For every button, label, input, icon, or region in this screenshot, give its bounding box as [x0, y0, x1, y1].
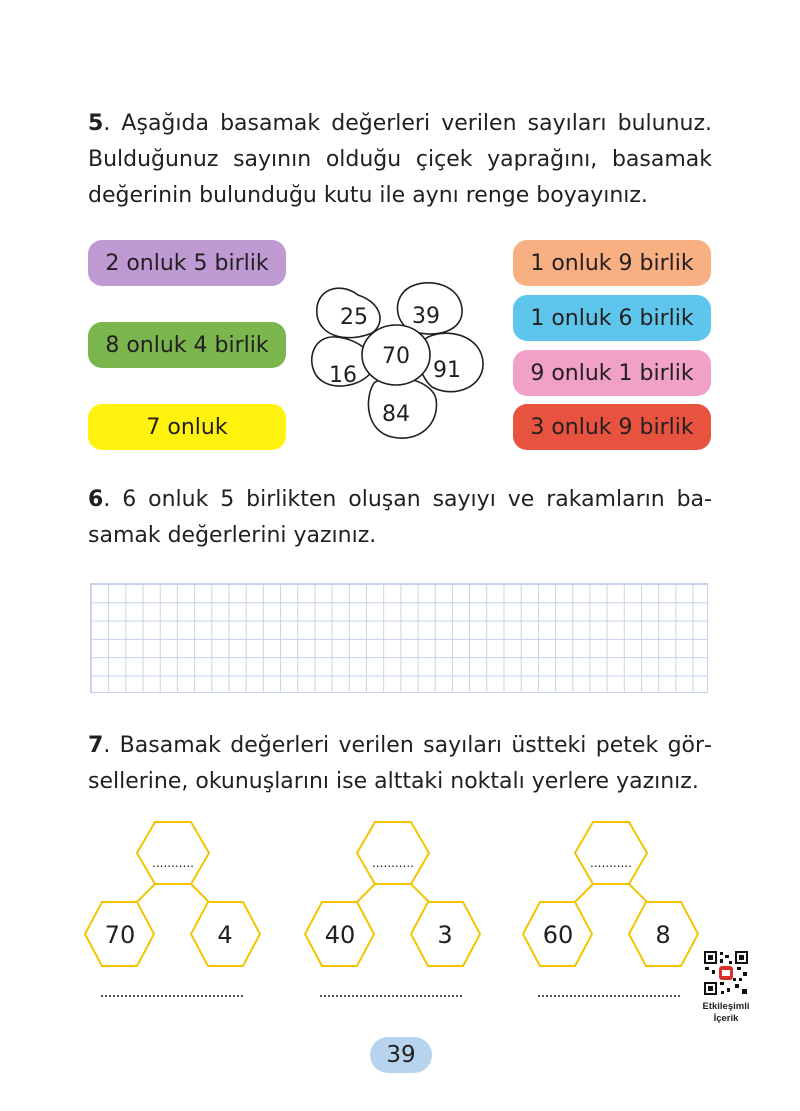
blank-dots: ........... — [372, 856, 414, 870]
tens-value: 60 — [542, 921, 574, 949]
question-7-number: 7 — [88, 733, 104, 758]
hexagon-top — [357, 822, 429, 884]
center-value: 70 — [382, 344, 410, 369]
honeycomb-group-2 — [300, 820, 490, 970]
page-number: 39 — [370, 1037, 432, 1073]
question-7 — [88, 728, 712, 800]
question-6 — [88, 482, 712, 554]
value-box-yellow: 7 onluk — [88, 404, 286, 450]
question-6-text: . 6 onluk 5 birlikten oluşan sayıyı ve rakamların basamak değerlerini yazınız. — [88, 487, 712, 548]
blank-dots: ........... — [152, 856, 194, 870]
answer-grid[interactable] — [90, 583, 708, 693]
ones-value: 8 — [655, 921, 671, 949]
question-5-text: . Aşağıda basamak değerleri verilen sayıları bulunuz. Bulduğunuz sayının olduğu çiçek yaprağını, basamak değerinin bulunduğu kutu ile aynı renge boyayınız. — [88, 111, 712, 208]
ones-value: 4 — [217, 921, 233, 949]
hexagon-top — [575, 822, 647, 884]
value-box-purple: 2 onluk 5 birlik — [88, 240, 286, 286]
value-box-green: 8 onluk 4 birlik — [88, 322, 286, 368]
blank-dots: ........... — [590, 856, 632, 870]
petal-value: 16 — [329, 363, 357, 388]
value-box-blue: 1 onluk 6 birlik — [513, 295, 711, 341]
qr-caption-line: Etkileşimli — [702, 1001, 750, 1012]
qr-caption-line: İçerik — [713, 1013, 739, 1024]
hexagon-top — [137, 822, 209, 884]
flower-diagram — [300, 275, 500, 445]
value-box-orange: 1 onluk 9 birlik — [513, 240, 711, 286]
ones-value: 3 — [437, 921, 453, 949]
honeycomb-group-3 — [518, 820, 708, 970]
reading-dotted-line-2[interactable] — [320, 995, 462, 997]
question-6-number: 6 — [88, 487, 104, 512]
reading-dotted-line-1[interactable] — [101, 995, 243, 997]
petal-value: 91 — [433, 358, 461, 383]
petal-value: 25 — [340, 305, 368, 330]
value-box-pink: 9 onluk 1 birlik — [513, 350, 711, 396]
reading-dotted-line-3[interactable] — [538, 995, 680, 997]
petal-value: 39 — [412, 304, 440, 329]
tens-value: 40 — [324, 921, 356, 949]
honeycomb-group-1 — [80, 820, 270, 970]
qr-code-icon[interactable] — [703, 950, 749, 996]
question-7-text: . Basamak değerleri verilen sayıları üstteki petek görsellerine, okunuşlarını ise alttaki noktalı yerlere yazınız. — [88, 733, 712, 794]
tens-value: 70 — [104, 921, 136, 949]
question-5 — [88, 106, 712, 214]
petal-value: 84 — [382, 402, 410, 427]
qr-caption — [694, 1001, 758, 1025]
value-box-red: 3 onluk 9 birlik — [513, 404, 711, 450]
question-5-number: 5 — [88, 111, 104, 136]
